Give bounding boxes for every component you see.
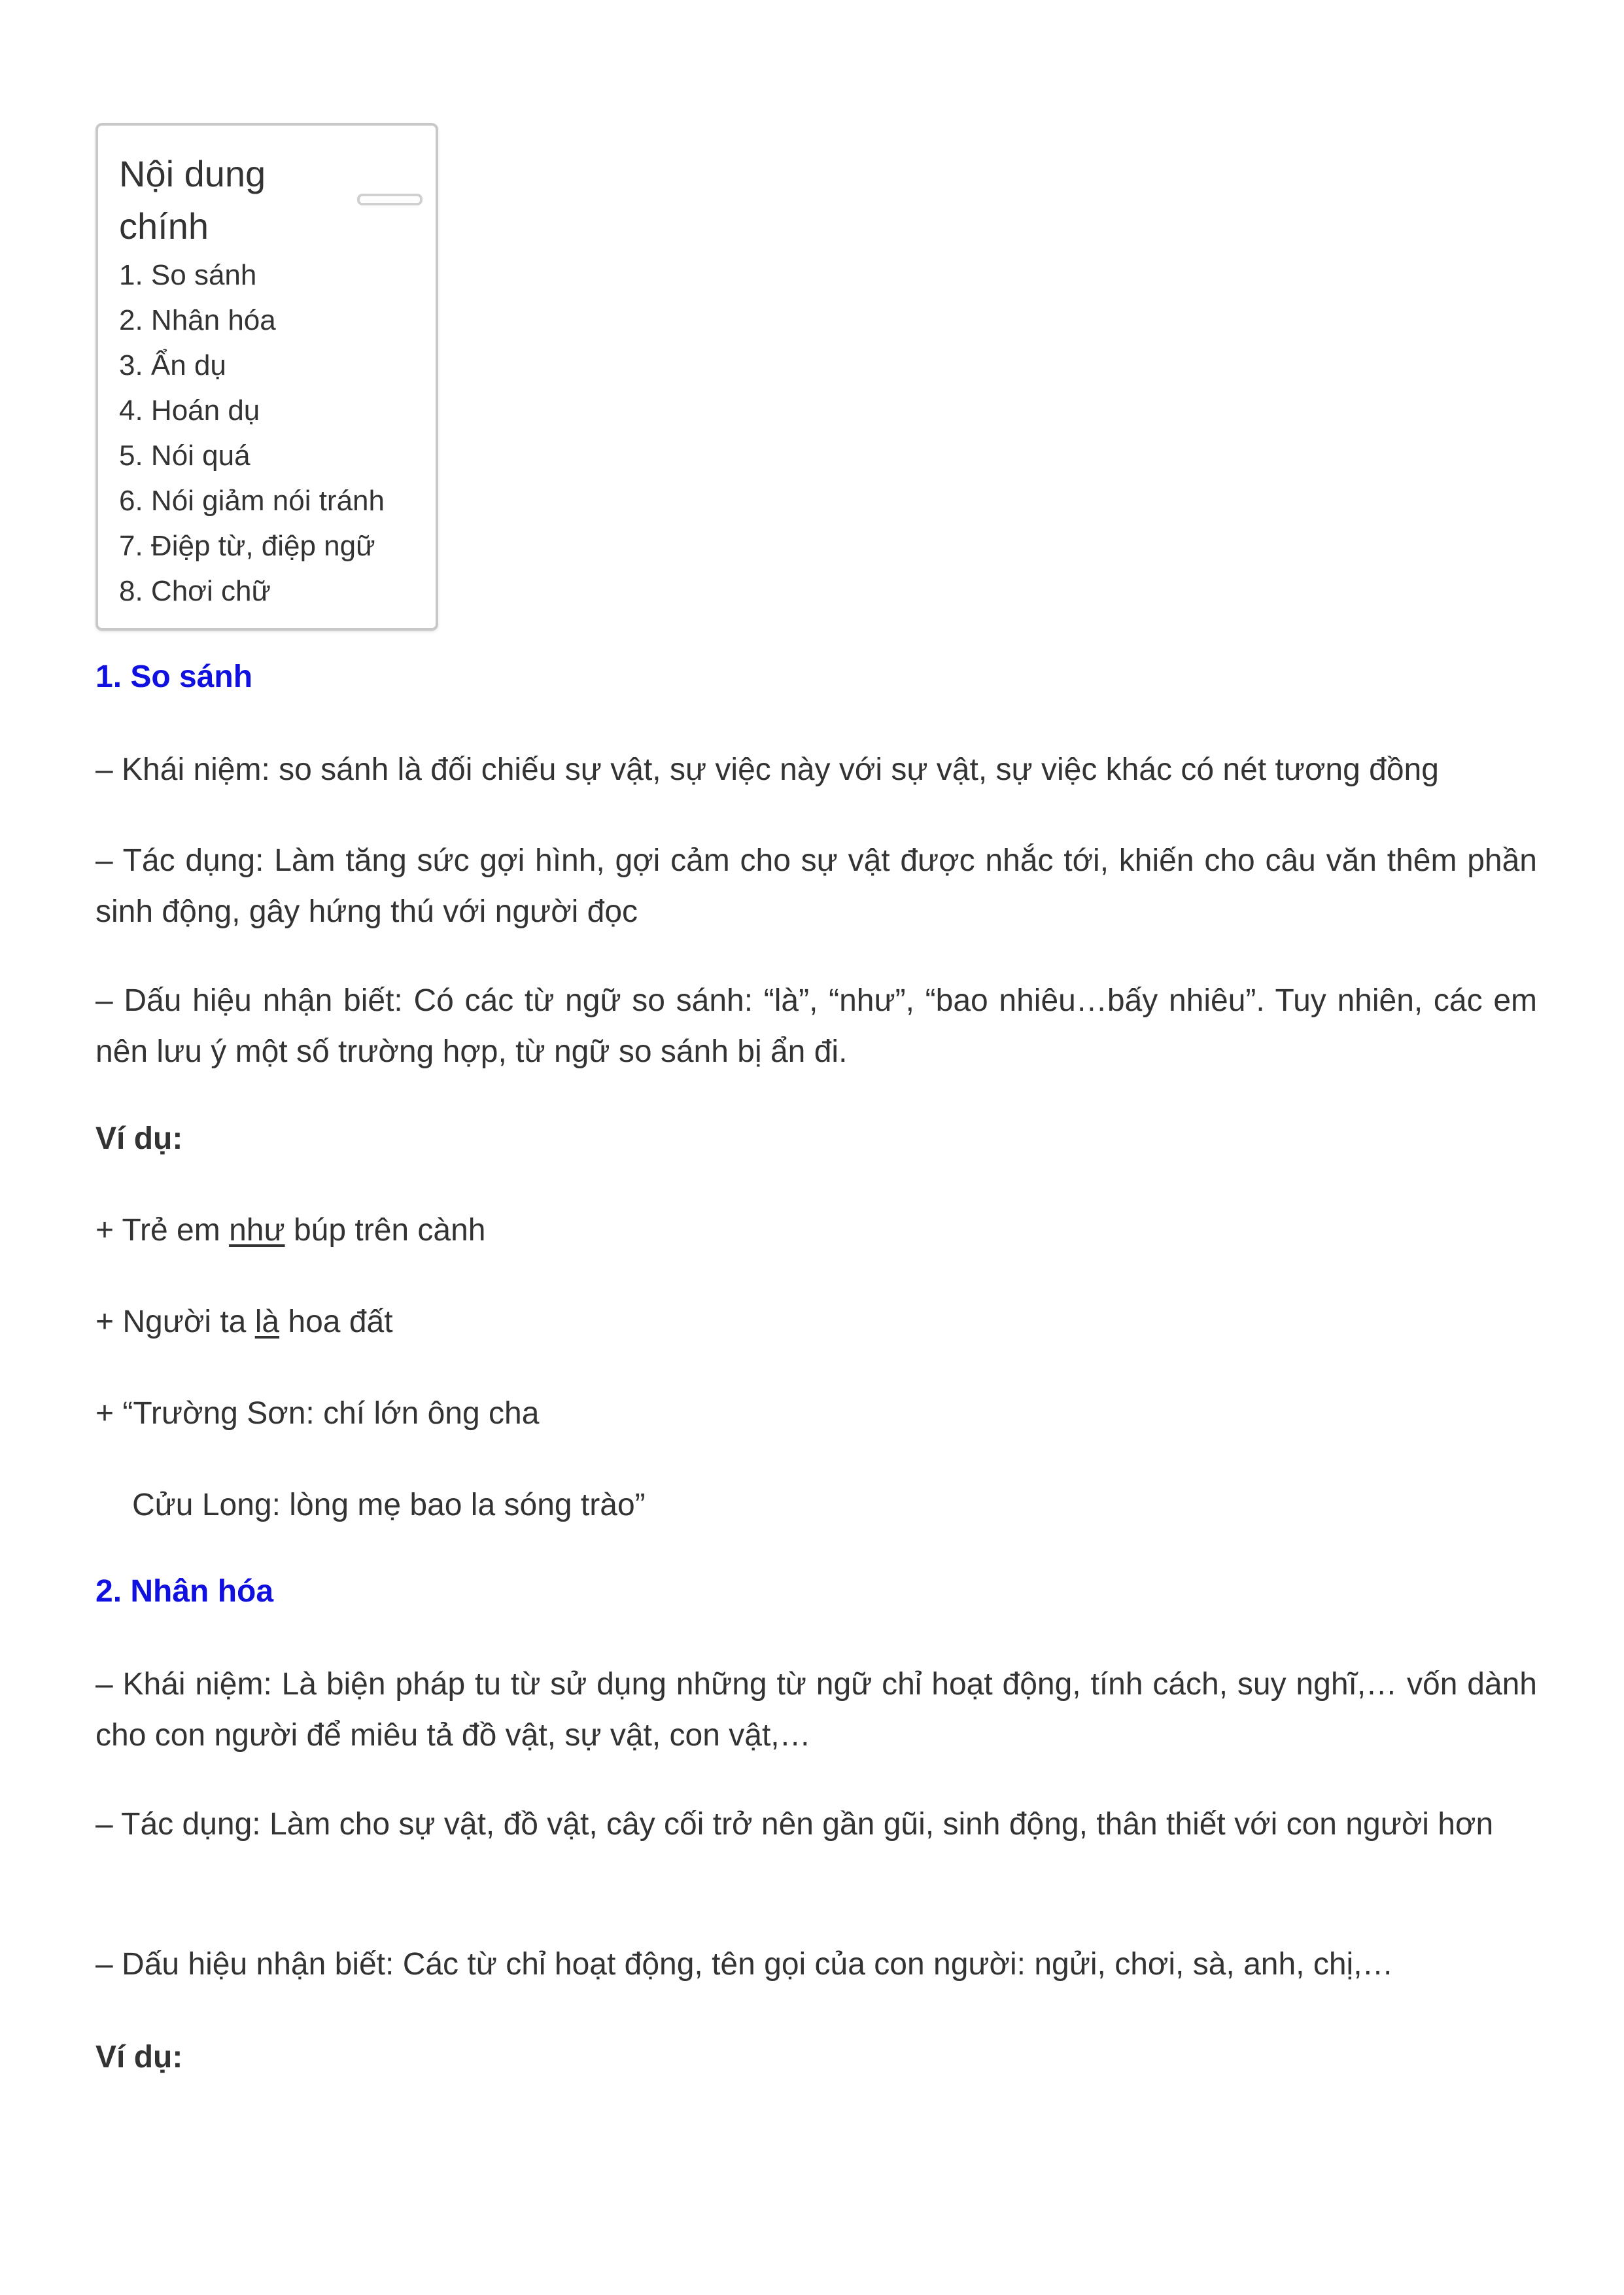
section-heading-so-sanh: 1. So sánh [95, 659, 253, 694]
section-heading-nhan-hoa: 2. Nhân hóa [95, 1574, 274, 1609]
so-sanh-example-2 [95, 1299, 393, 1345]
toc-title: Nội dung chính [119, 153, 266, 247]
toc-item-an-du[interactable]: 3. Ẩn dụ [119, 349, 226, 381]
example-1-keyword: như [229, 1213, 285, 1248]
toc-item-noi-qua[interactable]: 5. Nói quá [119, 440, 251, 472]
toc-toggle-button[interactable] [357, 194, 423, 205]
so-sanh-example-label: Ví dụ: [95, 1121, 183, 1156]
example-2-prefix: + Người ta [95, 1305, 255, 1339]
example-2-suffix: hoa đất [279, 1305, 393, 1339]
toc-item-so-sanh[interactable]: 1. So sánh [119, 259, 257, 291]
example-1-prefix: + Trẻ em [95, 1213, 230, 1248]
nhan-hoa-effect: – Tác dụng: Làm cho sự vật, đồ vật, cây cối trở nên gần gũi, sinh động, thân thiết với con người hơn [95, 1807, 1494, 1842]
so-sanh-concept: – Khái niệm: so sánh là đối chiếu sự vật, sự việc này với sự vật, sự việc khác có nét tương đồng [95, 752, 1439, 787]
nhan-hoa-example-label: Ví dụ: [95, 2040, 183, 2075]
nhan-hoa-signs: – Dấu hiệu nhận biết: Các từ chỉ hoạt động, tên gọi của con người: ngửi, chơi, sà, anh, chị,… [95, 1947, 1394, 1982]
nhan-hoa-concept: – Khái niệm: Là biện pháp tu từ sử dụng những từ ngữ chỉ hoạt động, tính cách, suy nghĩ,… vốn dành cho con người để miêu tả đồ vật, sự vật, con vật,… [95, 1667, 1537, 1753]
so-sanh-example-1 [95, 1208, 486, 1253]
toc-item-nhan-hoa[interactable]: 2. Nhân hóa [119, 304, 276, 336]
toc-item-noi-giam-noi-tranh[interactable]: 6. Nói giảm nói tránh [119, 485, 385, 517]
so-sanh-example-3-line-1: + “Trường Sơn: chí lớn ông cha [95, 1396, 540, 1431]
example-1-suffix: búp trên cành [285, 1213, 486, 1248]
toc-list [119, 253, 385, 614]
toc-item-diep-tu-diep-ngu[interactable]: 7. Điệp từ, điệp ngữ [119, 530, 375, 562]
example-2-keyword: là [254, 1305, 280, 1339]
so-sanh-signs: – Dấu hiệu nhận biết: Có các từ ngữ so sánh: “là”, “như”, “bao nhiêu…bấy nhiêu”. Tuy nhiên, các em nên lưu ý một số trường hợp, từ ngữ so sánh bị ẩn đi. [95, 983, 1537, 1069]
so-sanh-effect: – Tác dụng: Làm tăng sức gợi hình, gợi cảm cho sự vật được nhắc tới, khiến cho câu văn thêm phần sinh động, gây hứng thú với người đọc [95, 843, 1537, 929]
toc-item-choi-chu[interactable]: 8. Chơi chữ [119, 575, 271, 607]
toc-item-hoan-du[interactable]: 4. Hoán dụ [119, 394, 260, 427]
so-sanh-example-3-line-2: Cửu Long: lòng mẹ bao la sóng trào” [132, 1488, 646, 1522]
table-of-contents [95, 123, 438, 631]
